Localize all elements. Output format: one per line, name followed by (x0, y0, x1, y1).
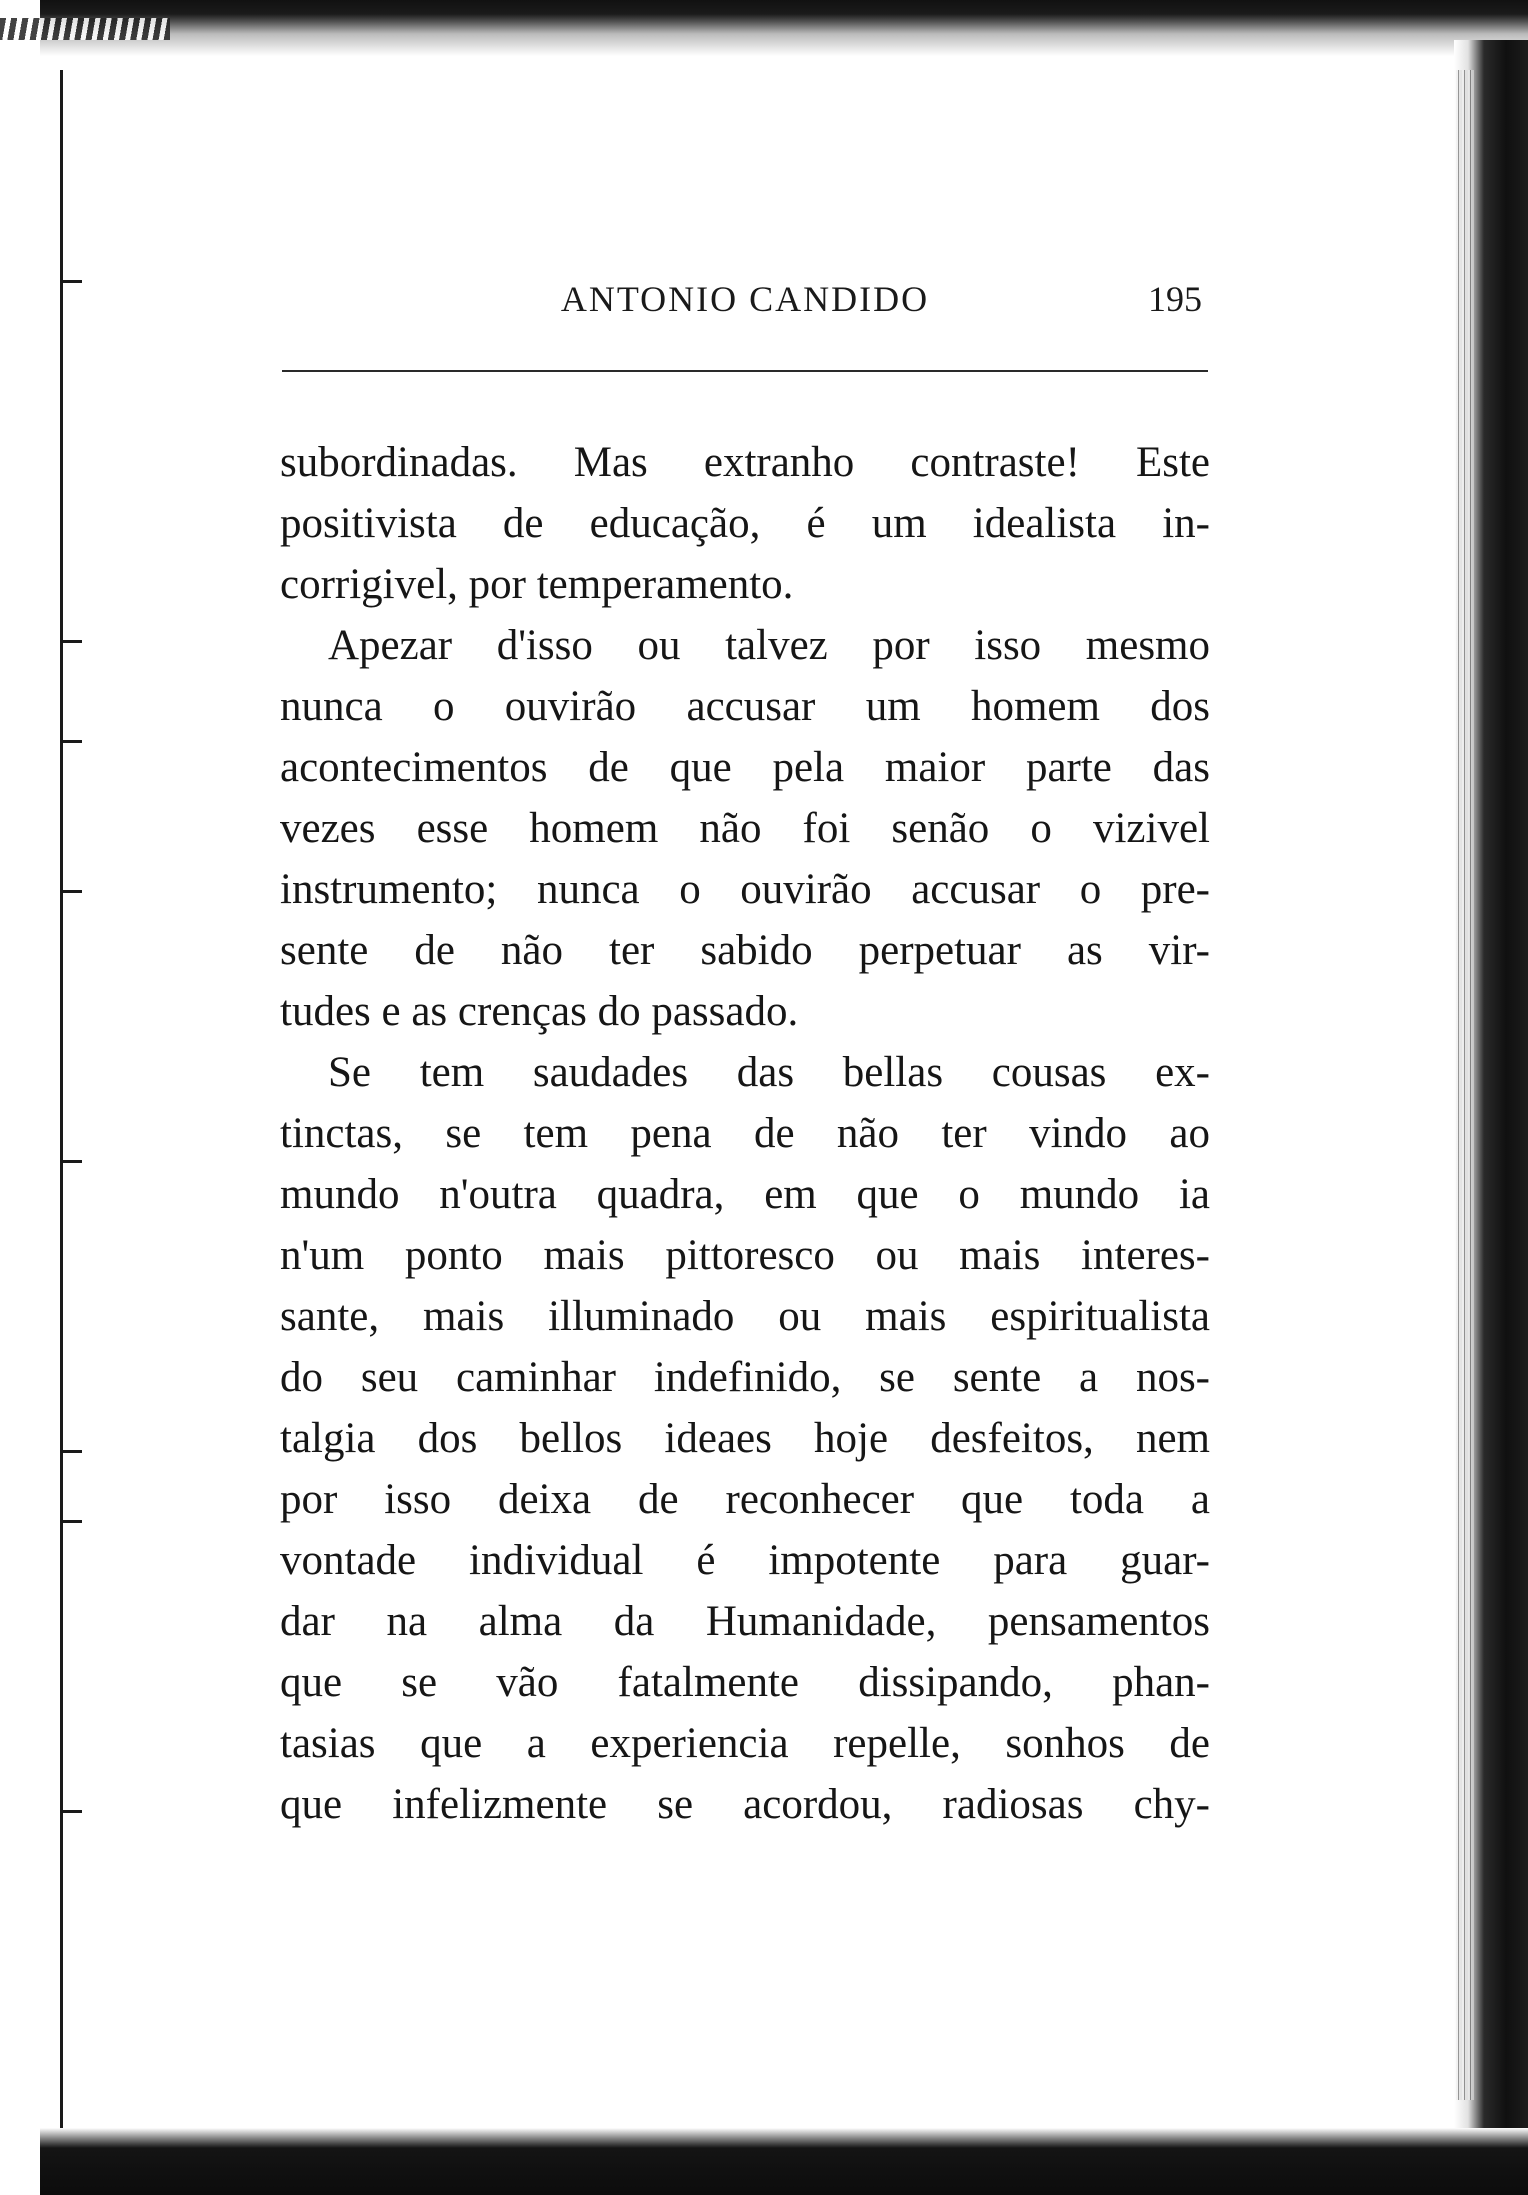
page-top-left-smudge (0, 18, 170, 40)
text-line: Se tem saudades das bellas cousas ex- (328, 1049, 1210, 1096)
text-line: que se vão fatalmente dissipando, phan- (280, 1659, 1210, 1706)
text-line: subordinadas. Mas extranho contraste! Este (280, 439, 1210, 486)
text-line: nunca o ouvirão accusar um homem dos (280, 683, 1210, 730)
text-line: corrigivel, por temperamento. (280, 561, 794, 608)
text-line: vezes esse homem não foi senão o vizivel (280, 805, 1210, 852)
text-line: por isso deixa de reconhecer que toda a (280, 1476, 1210, 1523)
header-rule (282, 370, 1208, 372)
text-line: dar na alma da Humanidade, pensamentos (280, 1598, 1210, 1645)
edge-tick (60, 740, 82, 743)
text-line: tudes e as crenças do passado. (280, 988, 799, 1035)
page-bottom-edge (40, 2128, 1528, 2195)
page-number: 195 (1148, 279, 1202, 319)
text-line: positivista de educação, é um idealista in- (280, 500, 1210, 547)
edge-tick (60, 640, 82, 643)
body-text (280, 432, 1210, 1835)
edge-tick (60, 1520, 82, 1523)
text-line: tinctas, se tem pena de não ter vindo ao (280, 1110, 1210, 1157)
page-right-edge-texture (1456, 70, 1474, 2100)
running-header (280, 278, 1210, 330)
text-line: instrumento; nunca o ouvirão accusar o pre- (280, 866, 1210, 913)
text-line: n'um ponto mais pittoresco ou mais interes- (280, 1232, 1210, 1279)
text-line: mundo n'outra quadra, em que o mundo ia (280, 1171, 1210, 1218)
edge-tick (60, 1450, 82, 1453)
edge-tick (60, 890, 82, 893)
running-title: ANTONIO CANDIDO (560, 279, 930, 319)
edge-tick (60, 1810, 82, 1813)
page-top-edge (40, 0, 1528, 60)
text-line: que infelizmente se acordou, radiosas chy- (280, 1781, 1210, 1828)
edge-tick (60, 1160, 82, 1163)
edge-tick (60, 280, 82, 283)
text-line: vontade individual é impotente para guar- (280, 1537, 1210, 1584)
text-line: sente de não ter sabido perpetuar as vir- (280, 927, 1210, 974)
text-line: do seu caminhar indefinido, se sente a nos- (280, 1354, 1210, 1401)
text-line: sante, mais illuminado ou mais espiritualista (280, 1293, 1210, 1340)
page-left-edge (60, 70, 63, 2130)
text-line: Apezar d'isso ou talvez por isso mesmo (328, 622, 1210, 669)
text-line: acontecimentos de que pela maior parte das (280, 744, 1210, 791)
text-line: talgia dos bellos ideaes hoje desfeitos, nem (280, 1415, 1210, 1462)
text-line: tasias que a experiencia repelle, sonhos de (280, 1720, 1210, 1767)
